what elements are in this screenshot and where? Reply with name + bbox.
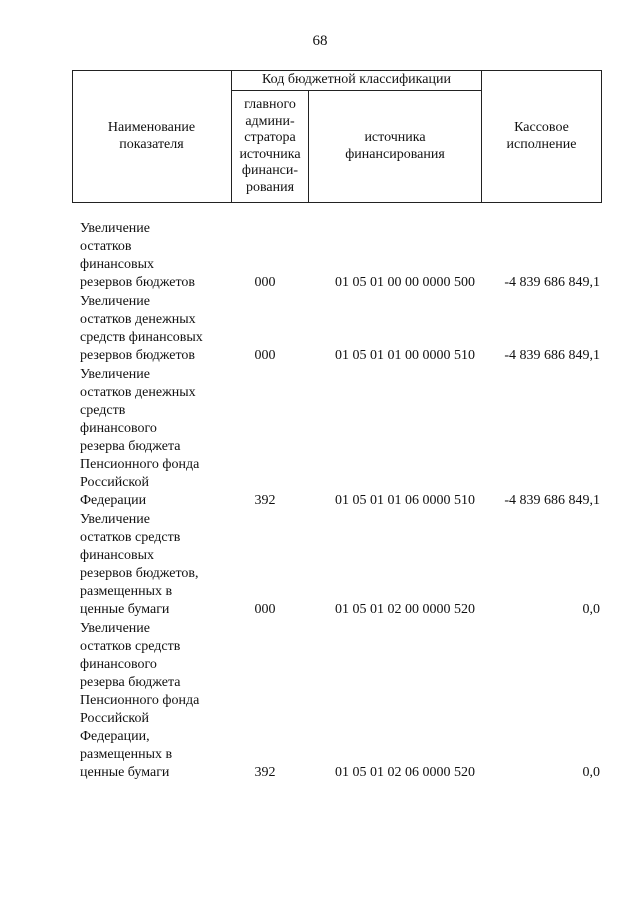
table-body	[80, 220, 600, 783]
indicator-name: Увеличение остатков денежных средств финансовых резервов бюджетов	[80, 294, 203, 363]
cash-execution: -4 839 686 849,1	[504, 275, 600, 290]
admin-code: 000	[254, 275, 276, 290]
cash-execution: -4 839 686 849,1	[504, 493, 600, 508]
source-code: 01 05 01 01 06 0000 510	[335, 493, 475, 508]
header-name-column: Наименование показателя	[107, 120, 196, 152]
header-source-column: источника финансирования	[345, 130, 445, 162]
source-code: 01 05 01 01 00 0000 510	[335, 348, 475, 363]
table-row	[80, 366, 600, 510]
admin-code: 000	[254, 602, 276, 617]
source-code: 01 05 01 02 06 0000 520	[335, 765, 475, 780]
header-code-group: Код бюджетной классификации	[262, 71, 451, 87]
table-row	[80, 220, 600, 292]
admin-code: 000	[254, 348, 276, 363]
admin-code: 392	[254, 493, 276, 508]
header-admin-column: главного админи- стратора источника финанси- рования	[239, 97, 301, 195]
table-row	[80, 620, 600, 782]
header-border-right	[601, 70, 602, 203]
admin-code: 392	[254, 765, 276, 780]
header-amount-column: Кассовое исполнение	[506, 120, 577, 152]
indicator-name: Увеличение остатков средств финансового резерва бюджета Пенсионного фонда Российской Федерации, размещенных в ценные бумаги	[80, 621, 200, 780]
table-row	[80, 293, 600, 365]
cash-execution: 0,0	[582, 602, 600, 617]
source-code: 01 05 01 02 00 0000 520	[335, 602, 475, 617]
table-header	[72, 70, 602, 203]
table-row	[80, 511, 600, 619]
source-code: 01 05 01 00 00 0000 500	[335, 275, 475, 290]
indicator-name: Увеличение остатков финансовых резервов бюджетов	[80, 221, 195, 290]
cash-execution: 0,0	[582, 765, 600, 780]
indicator-name: Увеличение остатков средств финансовых резервов бюджетов, размещенных в ценные бумаги	[80, 512, 199, 617]
cash-execution: -4 839 686 849,1	[504, 348, 600, 363]
page-number: 68	[312, 33, 328, 49]
indicator-name: Увеличение остатков денежных средств финансового резерва бюджета Пенсионного фонда Российской Федерации	[80, 367, 200, 508]
